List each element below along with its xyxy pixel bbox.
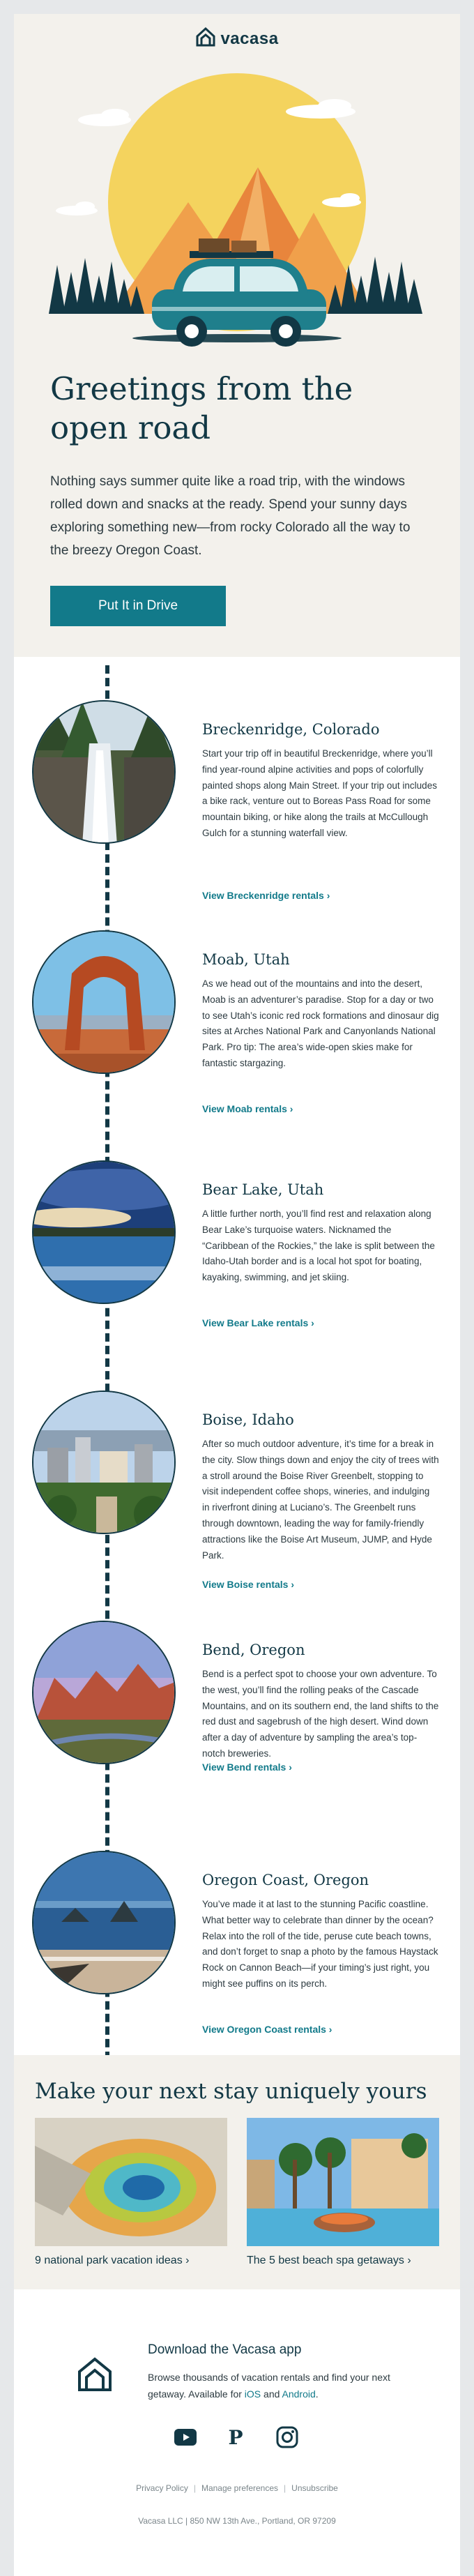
stop-description: Start your trip off in beautiful Breckenridge, where you’ll find year-round alpine activities and pops of colorfully painted shops along Main Street. If your trip out includes a bike rack, venture out to Boreas Pass Road for some mountain biking, or hike along the trails at McCullough Gulch for a stunning waterfall view. xyxy=(202,748,437,838)
view-breckenridge-rentals-link[interactable]: View Breckenridge rentals › xyxy=(202,890,330,901)
stop-description: You’ve made it at last to the stunning Pacific coastline. What better way to celebrate than dinner by the ocean? Relax into the roll of the tide, peruse cute beach towns, and don’t forget to snap a photo by the famous Haystack Rock on Cannon Beach—if your timing’s just right, you might see puffins on its perch. xyxy=(202,1899,438,1989)
stop-title: Bear Lake, Utah xyxy=(202,1181,324,1198)
city-photo xyxy=(32,1391,176,1534)
unsubscribe-link[interactable]: Unsubscribe xyxy=(291,2483,338,2493)
android-link[interactable]: Android xyxy=(282,2388,316,2400)
arch-photo xyxy=(32,930,176,1074)
footer xyxy=(14,2289,460,2576)
stop-description: Bend is a perfect spot to choose your own adventure. To the west, you’ll find the rolling peaks of the Cascade Mountains, and on its southern end, the land shifts to the red dust and sagebrush of the high desert. Wind down after a day of adventure by sampling the area’s top-notch breweries. xyxy=(202,1669,439,1759)
smith-rock-photo xyxy=(32,1621,176,1764)
stop-title: Breckenridge, Colorado xyxy=(202,721,380,738)
app-desc-text: Browse thousands of vacation rentals and find your next getaway. Available for xyxy=(148,2372,390,2400)
beach-spa-card[interactable] xyxy=(247,2118,439,2267)
hot-spring-photo xyxy=(35,2118,227,2246)
view-moab-rentals-link[interactable]: View Moab rentals › xyxy=(202,1103,293,1114)
brand-wordmark: vacasa xyxy=(220,29,279,48)
stop-title: Oregon Coast, Oregon xyxy=(202,1872,369,1888)
house-logo-icon xyxy=(195,26,216,51)
email-container xyxy=(14,14,460,2576)
youtube-icon[interactable] xyxy=(174,2429,197,2449)
divider: | xyxy=(284,2483,286,2493)
section-title: Make your next stay uniquely yours xyxy=(35,2079,427,2104)
waterfall-photo xyxy=(32,700,176,844)
period-text: . xyxy=(315,2388,319,2400)
stop-description: A little further north, you’ll find rest and relaxation along Bear Lake’s turquoise waters. Nicknamed the “Caribbean of the Rockies,” the lake is split between the Idaho-Utah border and is a local hot spot for boating, kayaking, swimming, and jet skiing. xyxy=(202,1209,435,1283)
company-address: Vacasa LLC | 850 NW 13th Ave., Portland, OR 97209 xyxy=(138,2516,336,2526)
road-trip-illustration xyxy=(28,63,446,363)
svg-text:P: P xyxy=(228,2426,243,2448)
app-description xyxy=(148,2369,413,2402)
coast-photo xyxy=(32,1851,176,1994)
lake-photo xyxy=(32,1160,176,1304)
stop-title: Moab, Utah xyxy=(202,951,290,968)
app-title: Download the Vacasa app xyxy=(148,2342,302,2357)
view-boise-rentals-link[interactable]: View Boise rentals › xyxy=(202,1579,295,1590)
view-bend-rentals-link[interactable]: View Bend rentals › xyxy=(202,1761,292,1773)
resort-pool-photo xyxy=(247,2118,439,2246)
put-it-in-drive-button[interactable]: Put It in Drive xyxy=(50,586,226,626)
road-trip-timeline xyxy=(14,657,460,2055)
vacasa-app-icon xyxy=(77,2356,113,2396)
next-stay-section xyxy=(14,2055,460,2289)
stop-title: Bend, Oregon xyxy=(202,1642,305,1658)
vacasa-logo[interactable] xyxy=(14,26,460,51)
ios-link[interactable]: iOS xyxy=(244,2388,261,2400)
pinterest-icon[interactable] xyxy=(224,2426,247,2452)
stop-description: After so much outdoor adventure, it’s time for a break in the city. Slow things down and enjoy the city of trees with a stroll around the Boise River Greenbelt, stopping to visit independent coffee shops, wineries, and indulging in riverfront dining at Luciano’s. The Greenbelt runs through downtown, leading the way for family-friendly attractions like the Boise Art Museum, JUMP, and Hyde Park. xyxy=(202,1439,439,1561)
stop-title: Boise, Idaho xyxy=(202,1411,294,1428)
hero-section xyxy=(14,14,460,657)
view-bear-lake-rentals-link[interactable]: View Bear Lake rentals › xyxy=(202,1317,314,1328)
manage-preferences-link[interactable]: Manage preferences xyxy=(201,2483,279,2493)
stop-description: As we head out of the mountains and into the desert, Moab is an adventurer’s paradise. Stop for a day or two to see Utah’s iconic red rock formations and dinosaur dig sites at Arches National Park and Canyonlands National Park. Pro tip: The area’s wide-open skies make for fantastic stargazing. xyxy=(202,978,439,1068)
national-park-card[interactable] xyxy=(35,2118,227,2267)
instagram-icon[interactable] xyxy=(276,2426,298,2452)
card-caption-link[interactable]: 9 national park vacation ideas › xyxy=(35,2255,190,2266)
privacy-policy-link[interactable]: Privacy Policy xyxy=(136,2483,188,2493)
and-text: and xyxy=(263,2388,280,2400)
view-oregon-coast-rentals-link[interactable]: View Oregon Coast rentals › xyxy=(202,2024,332,2035)
footer-links xyxy=(14,2483,460,2493)
hero-body: Nothing says summer quite like a road trip, with the windows rolled down and snacks at the ready. Spend your sunny days exploring something new—from rocky Colorado all the way to the breezy Oregon Coast. xyxy=(50,474,411,558)
hero-title: Greetings from the open road xyxy=(50,370,353,446)
card-caption-link[interactable]: The 5 best beach spa getaways › xyxy=(247,2255,411,2266)
divider: | xyxy=(193,2483,196,2493)
